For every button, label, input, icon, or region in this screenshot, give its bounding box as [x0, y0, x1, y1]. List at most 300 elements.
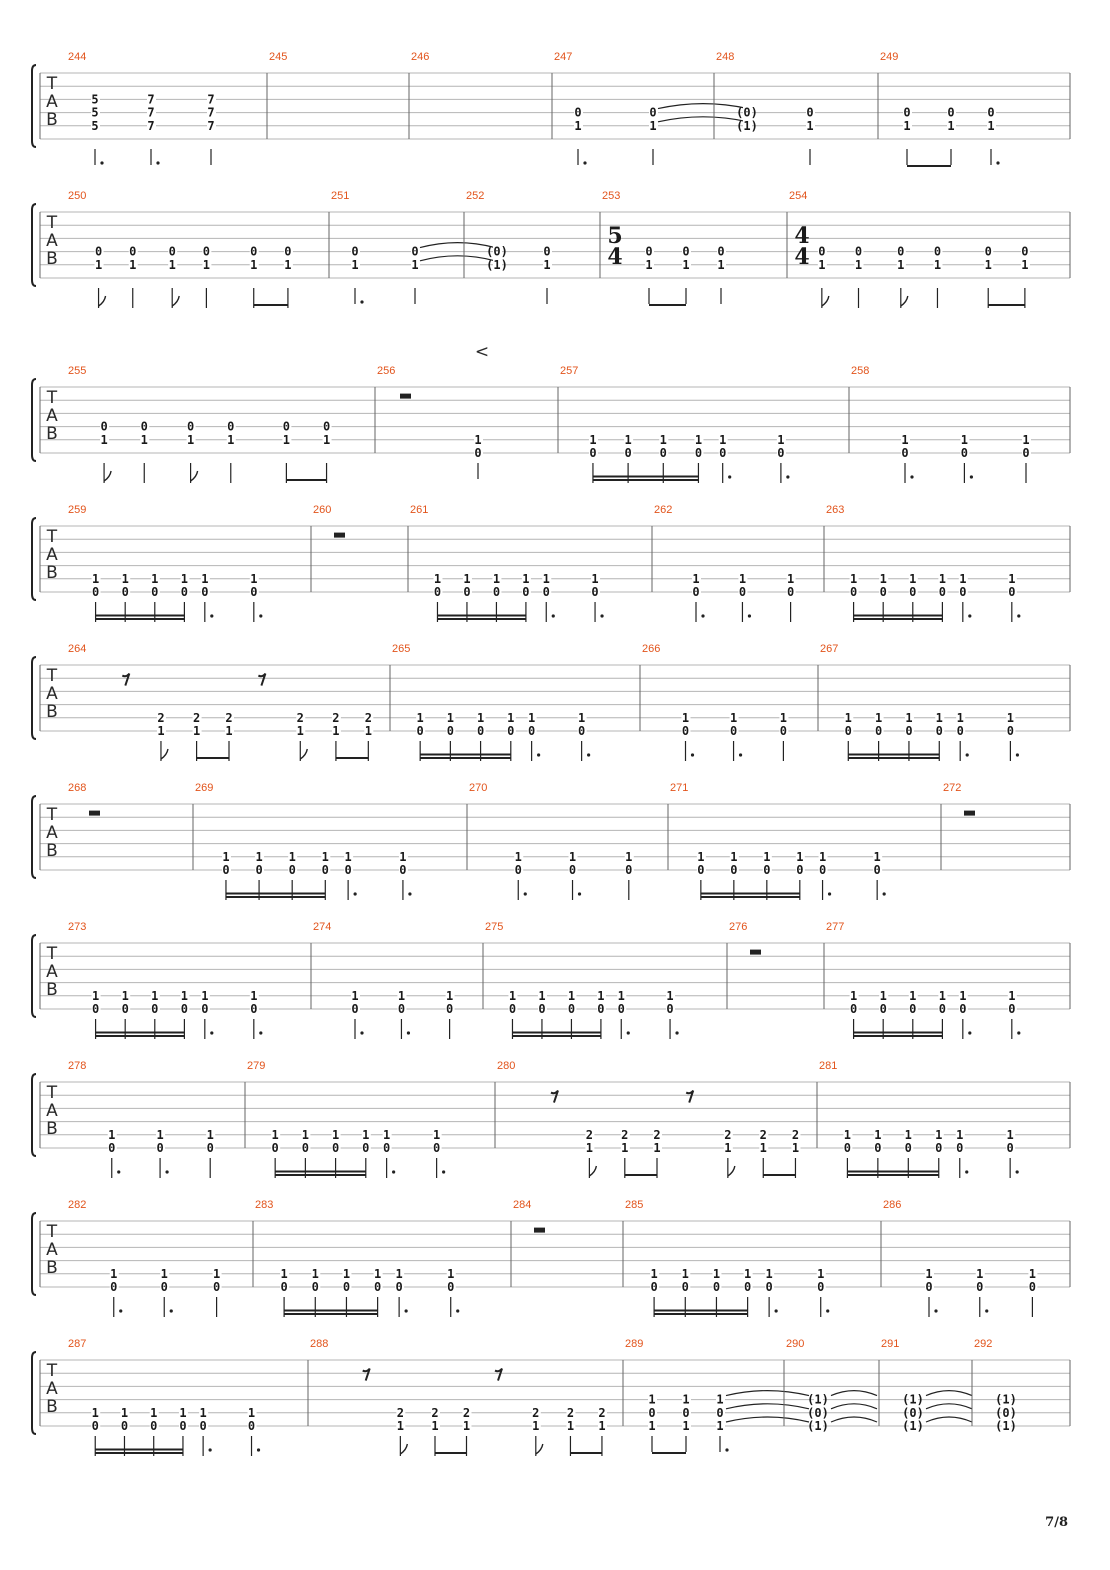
- fret-number: 0: [624, 446, 632, 460]
- fret-number: 0: [659, 446, 667, 460]
- note-beam: [649, 304, 686, 306]
- fret-number: 0: [179, 1419, 187, 1433]
- fret-number: 1: [91, 571, 100, 586]
- fret-number: (1): [807, 1392, 829, 1407]
- system-bracket: [32, 1352, 36, 1434]
- measure-number: 279: [247, 1060, 266, 1072]
- note-beam: [854, 1032, 943, 1034]
- fret-number: 2: [462, 1405, 471, 1420]
- fret-number: 1: [897, 257, 905, 272]
- fret-number: 0: [508, 1002, 517, 1016]
- fret-number: 1: [150, 1405, 158, 1420]
- fret-number: 1: [201, 571, 209, 586]
- measure-266: [640, 643, 788, 761]
- tab-letter-a: A: [46, 1101, 58, 1121]
- fret-number: 0: [682, 1405, 690, 1420]
- fret-number: 0: [397, 1002, 406, 1016]
- measure-254: [787, 190, 1030, 308]
- fret-number: (1): [736, 118, 758, 133]
- measure-292: [972, 1338, 1017, 1433]
- fret-number: 2: [566, 1405, 575, 1420]
- fret-number: 0: [342, 1280, 351, 1294]
- fret-number: 1: [947, 118, 955, 133]
- fret-number: 0: [250, 1002, 258, 1016]
- system-bracket: [32, 518, 36, 600]
- fret-number: 2: [791, 1127, 800, 1142]
- fret-number: 1: [650, 1266, 658, 1281]
- fret-number: (0): [902, 1405, 924, 1420]
- tab-letter-t: T: [46, 805, 58, 825]
- fret-number: 1: [411, 257, 419, 272]
- fret-number: 0: [280, 1280, 288, 1294]
- fret-number: 1: [849, 988, 858, 1003]
- fret-number: 1: [694, 432, 703, 447]
- fret-number: 2: [653, 1127, 661, 1142]
- fret-number: 0: [935, 1141, 943, 1155]
- eighth-rest: [551, 1091, 558, 1103]
- fret-number: 1: [157, 724, 165, 738]
- fret-number: 0: [129, 244, 137, 259]
- fret-number: 1: [659, 432, 667, 447]
- measure-256: [375, 365, 483, 479]
- fret-number: 1: [492, 571, 501, 586]
- fret-number: 1: [433, 1127, 441, 1142]
- fret-number: 1: [617, 988, 625, 1003]
- fret-number: 0: [806, 105, 814, 120]
- measure-287: [68, 1338, 260, 1456]
- fret-number: 0: [873, 863, 881, 877]
- measure-number: 264: [68, 643, 87, 655]
- measure-269: [193, 782, 412, 900]
- fret-number: 1: [976, 1266, 984, 1281]
- note-beam: [437, 615, 525, 617]
- fret-number: 1: [938, 571, 947, 586]
- rhythm-dot: [170, 1309, 173, 1312]
- measure-number: 251: [331, 190, 350, 202]
- rhythm-dot: [828, 892, 831, 895]
- note-beam: [848, 757, 939, 759]
- tie-arc: [420, 256, 495, 261]
- tab-letter-a: A: [46, 1379, 58, 1399]
- system-bracket: [32, 1074, 36, 1156]
- fret-number: 0: [1021, 244, 1029, 259]
- fret-number: 1: [960, 432, 969, 447]
- measure-285: [623, 1199, 829, 1317]
- rhythm-dot: [360, 1031, 363, 1034]
- rhythm-dot: [456, 1309, 459, 1312]
- fret-number: 1: [956, 710, 964, 725]
- fret-number: 1: [280, 1266, 288, 1281]
- fret-number: 1: [763, 849, 771, 864]
- fret-number: 1: [374, 1266, 382, 1281]
- rhythm-dot: [627, 1031, 630, 1034]
- whole-rest: [89, 811, 100, 816]
- rhythm-dot: [165, 1170, 168, 1173]
- fret-number: 1: [844, 710, 852, 725]
- tab-letter-b: B: [46, 841, 58, 861]
- fret-number: 1: [818, 849, 827, 864]
- fret-number: 5: [91, 105, 99, 120]
- fret-number: 7: [147, 118, 155, 133]
- fret-number: 1: [271, 1127, 279, 1142]
- measure-289: [623, 1338, 809, 1454]
- fret-number: 0: [514, 863, 522, 877]
- fret-number: 0: [578, 724, 586, 738]
- fret-number: 0: [492, 585, 501, 599]
- note-flag: [589, 1166, 596, 1176]
- fret-number: 1: [598, 1419, 606, 1433]
- tab-letter-b: B: [46, 980, 58, 1000]
- fret-number: 1: [873, 849, 881, 864]
- measure-281: [817, 1060, 1019, 1178]
- fret-number: 1: [874, 1127, 882, 1142]
- fret-number: 1: [396, 1419, 404, 1433]
- fret-number: 1: [585, 1141, 593, 1155]
- tab-letter-b: B: [46, 424, 58, 444]
- fret-number: 0: [1008, 585, 1016, 599]
- fret-number: 1: [284, 257, 292, 272]
- note-flag: [536, 1444, 543, 1454]
- fret-number: 1: [905, 710, 913, 725]
- time-signature-bottom: 4: [794, 244, 810, 270]
- note-beam: [284, 1313, 378, 1315]
- fret-number: 0: [156, 1141, 164, 1155]
- eighth-rest: [686, 1091, 693, 1103]
- fret-number: 0: [362, 1141, 370, 1155]
- note-beam: [854, 1035, 943, 1037]
- fret-number: 1: [474, 432, 482, 447]
- note-beam: [570, 1452, 602, 1454]
- fret-number: 0: [201, 585, 209, 599]
- fret-number: 1: [716, 1392, 724, 1407]
- measure-247: [552, 51, 748, 165]
- fret-number: 1: [180, 988, 189, 1003]
- fret-number: 1: [777, 432, 785, 447]
- fret-number: 0: [625, 863, 633, 877]
- rhythm-dot: [1017, 1031, 1020, 1034]
- fret-number: 1: [532, 1419, 540, 1433]
- fret-number: 0: [960, 446, 969, 460]
- fret-number: 1: [806, 118, 814, 133]
- fret-number: 0: [322, 419, 331, 434]
- measure-number: 291: [881, 1338, 900, 1350]
- fret-number: 1: [1008, 988, 1016, 1003]
- measure-283: [253, 1199, 459, 1317]
- rhythm-dot: [257, 1448, 260, 1451]
- fret-number: 1: [909, 988, 917, 1003]
- tab-system: [32, 1060, 1070, 1178]
- measure-number: 288: [310, 1338, 329, 1350]
- fret-number: 1: [716, 1419, 724, 1433]
- fret-number: 1: [110, 1266, 118, 1281]
- note-beam: [254, 304, 288, 306]
- fret-number: 0: [542, 585, 550, 599]
- fret-number: 0: [905, 724, 913, 738]
- system-bracket: [32, 379, 36, 461]
- measure-number: 262: [654, 504, 673, 516]
- measure-249: [878, 51, 1000, 167]
- fret-number: 2: [332, 710, 340, 725]
- note-beam: [763, 1174, 795, 1176]
- fret-number: 1: [399, 849, 407, 864]
- measure-number: 266: [642, 643, 661, 655]
- fret-number: 2: [296, 710, 304, 725]
- fret-number: 1: [1028, 1266, 1037, 1281]
- fret-number: 0: [186, 419, 195, 434]
- tie-arc: [658, 104, 748, 109]
- note-flag: [99, 296, 106, 306]
- fret-number: 1: [100, 432, 108, 447]
- page-number: 7/8: [1045, 1515, 1068, 1530]
- measure-274: [311, 921, 455, 1039]
- fret-number: 0: [522, 585, 530, 599]
- fret-number: 0: [844, 724, 852, 738]
- fret-number: 0: [729, 724, 738, 738]
- note-beam: [284, 1310, 378, 1312]
- fret-number: 1: [227, 432, 235, 447]
- rhythm-dot: [210, 614, 213, 617]
- measure-number: 265: [392, 643, 411, 655]
- fret-number: 0: [574, 105, 582, 120]
- fret-number: 1: [301, 1127, 309, 1142]
- fret-number: 1: [984, 257, 992, 272]
- tab-system: [32, 1199, 1070, 1317]
- note-beam: [420, 754, 511, 756]
- fret-number: 0: [91, 1002, 100, 1016]
- fret-number: 1: [959, 571, 967, 586]
- tab-letter-a: A: [46, 92, 58, 112]
- note-flag: [172, 296, 179, 306]
- fret-number: 0: [168, 244, 176, 259]
- fret-number: 1: [682, 1419, 690, 1433]
- fret-number: 0: [849, 585, 858, 599]
- measure-number: 280: [497, 1060, 516, 1072]
- fret-number: 0: [1008, 1002, 1016, 1016]
- note-beam: [652, 1452, 686, 1454]
- rhythm-dot: [407, 1031, 410, 1034]
- fret-number: 1: [247, 1405, 256, 1420]
- fret-number: (0): [736, 105, 758, 120]
- note-beam: [95, 1449, 183, 1451]
- measure-253: [600, 190, 726, 306]
- fret-number: 0: [682, 244, 690, 259]
- system-bracket: [32, 657, 36, 739]
- fret-number: 1: [1022, 432, 1030, 447]
- tab-letter-b: B: [46, 563, 58, 583]
- measure-290: [784, 1338, 877, 1433]
- note-beam: [435, 1452, 467, 1454]
- fret-number: 1: [364, 724, 372, 738]
- fret-number: 0: [692, 585, 700, 599]
- fret-number: 0: [94, 244, 103, 259]
- fret-number: 1: [744, 1266, 752, 1281]
- system-bracket: [32, 935, 36, 1017]
- measure-250: [68, 190, 293, 308]
- fret-number: 1: [879, 571, 887, 586]
- note-beam: [847, 1171, 938, 1173]
- fret-number: 1: [91, 1405, 99, 1420]
- rhythm-dot: [1016, 1170, 1019, 1173]
- fret-number: 1: [681, 710, 690, 725]
- tab-letter-t: T: [46, 1361, 58, 1381]
- fret-number: 2: [225, 710, 233, 725]
- fret-number: 1: [542, 571, 550, 586]
- fret-number: 0: [351, 1002, 359, 1016]
- rhythm-dot: [725, 1448, 728, 1451]
- rhythm-dot: [701, 614, 704, 617]
- fret-number: 1: [250, 988, 258, 1003]
- fret-number: 1: [543, 257, 551, 272]
- fret-number: 0: [649, 105, 657, 120]
- fret-number: 0: [433, 585, 442, 599]
- rhythm-dot: [985, 1309, 988, 1312]
- tie-arc: [726, 1391, 809, 1396]
- fret-number: 1: [786, 571, 795, 586]
- fret-number: 1: [649, 118, 657, 133]
- fret-number: 1: [528, 710, 536, 725]
- tab-letter-a: A: [46, 962, 58, 982]
- rhythm-dot: [826, 1309, 829, 1312]
- note-beam: [701, 896, 800, 898]
- rhythm-dot: [442, 1170, 445, 1173]
- rhythm-dot: [210, 1031, 213, 1034]
- measure-number: 261: [410, 504, 429, 516]
- note-beam: [197, 757, 229, 759]
- note-flag: [728, 1166, 735, 1176]
- fret-number: 1: [574, 118, 582, 133]
- fret-number: 1: [568, 849, 577, 864]
- note-beam: [286, 479, 326, 481]
- tab-letter-t: T: [46, 213, 58, 233]
- rhythm-dot: [360, 300, 363, 303]
- fret-number: 1: [476, 710, 485, 725]
- rhythm-dot: [966, 753, 969, 756]
- fret-number: 0: [331, 1141, 340, 1155]
- fret-number: 1: [879, 988, 887, 1003]
- fret-number: 1: [342, 1266, 351, 1281]
- fret-number: 1: [186, 432, 195, 447]
- measure-number: 253: [602, 190, 621, 202]
- fret-number: 0: [151, 1002, 159, 1016]
- fret-number: 0: [284, 244, 292, 259]
- fret-number: 1: [730, 849, 738, 864]
- fret-number: 0: [199, 1419, 207, 1433]
- tab-system: [32, 504, 1070, 622]
- fret-number: 1: [759, 1141, 767, 1155]
- fret-number: 1: [621, 1141, 629, 1155]
- fret-number: 1: [538, 988, 546, 1003]
- system-bracket: [32, 204, 36, 286]
- fret-number: 0: [180, 1002, 189, 1016]
- fret-number: 1: [697, 849, 705, 864]
- measure-number: 267: [820, 643, 839, 655]
- fret-number: 1: [1006, 1127, 1014, 1142]
- fret-number: 0: [463, 585, 471, 599]
- tab-system: [32, 342, 1070, 483]
- fret-number: 1: [331, 1127, 340, 1142]
- fret-number: (1): [902, 1392, 924, 1407]
- fret-number: 0: [250, 585, 258, 599]
- measure-number: 244: [68, 51, 87, 63]
- tie-arc: [658, 117, 748, 122]
- measure-number: 246: [411, 51, 430, 63]
- measure-number: 250: [68, 190, 87, 202]
- rhythm-dot: [583, 161, 586, 164]
- fret-number: 0: [433, 1141, 441, 1155]
- tie-arc: [831, 1417, 877, 1422]
- fret-number: 1: [514, 849, 522, 864]
- fret-number: 0: [91, 585, 100, 599]
- measure-262: [652, 504, 796, 622]
- tab-system: [32, 1338, 1070, 1456]
- rhythm-dot: [405, 1309, 408, 1312]
- fret-number: 1: [843, 1127, 852, 1142]
- fret-number: 1: [653, 1141, 661, 1155]
- fret-number: (1): [995, 1419, 1017, 1433]
- fret-number: 1: [362, 1127, 370, 1142]
- note-beam: [593, 479, 698, 481]
- measure-267: [818, 643, 1019, 761]
- fret-number: 0: [956, 1141, 964, 1155]
- fret-number: 1: [120, 1405, 129, 1420]
- fret-number: 0: [650, 1280, 658, 1294]
- fret-number: 1: [156, 1127, 164, 1142]
- fret-number: 1: [121, 571, 129, 586]
- fret-number: 0: [666, 1002, 674, 1016]
- fret-number: 1: [938, 988, 947, 1003]
- fret-number: 7: [147, 105, 155, 120]
- fret-number: 0: [779, 724, 788, 738]
- tab-system: [32, 190, 1070, 308]
- note-beam: [437, 618, 525, 620]
- fret-number: 0: [202, 244, 211, 259]
- fret-number: 1: [508, 988, 517, 1003]
- fret-number: 1: [666, 988, 674, 1003]
- note-beam: [701, 893, 800, 895]
- fret-number: 1: [397, 988, 406, 1003]
- fret-number: 1: [395, 1266, 403, 1281]
- rhythm-dot: [578, 892, 581, 895]
- rhythm-dot: [537, 753, 540, 756]
- fret-number: 1: [648, 1419, 656, 1433]
- fret-number: 0: [909, 1002, 917, 1016]
- rhythm-dot: [965, 1170, 968, 1173]
- whole-rest: [750, 950, 761, 955]
- fret-number: 1: [344, 849, 352, 864]
- fret-number: 1: [717, 257, 725, 272]
- fret-number: 1: [108, 1127, 116, 1142]
- fret-number: 2: [598, 1405, 606, 1420]
- fret-number: 1: [522, 571, 530, 586]
- measure-number: 255: [68, 365, 87, 377]
- note-flag: [104, 471, 111, 481]
- note-beam: [988, 304, 1025, 306]
- fret-number: 0: [818, 863, 827, 877]
- tab-system: [32, 921, 1070, 1039]
- fret-number: 1: [225, 724, 233, 738]
- tab-letter-b: B: [46, 110, 58, 130]
- measure-275: [483, 921, 679, 1039]
- measure-286: [881, 1199, 1037, 1317]
- tab-letter-b: B: [46, 1397, 58, 1417]
- fret-number: 1: [904, 1127, 912, 1142]
- fret-number: 1: [192, 724, 201, 738]
- fret-number: 0: [212, 1280, 221, 1294]
- measure-number: 254: [789, 190, 808, 202]
- fret-number: 0: [222, 863, 230, 877]
- time-signature-top: 5: [607, 223, 623, 249]
- whole-rest: [964, 811, 975, 816]
